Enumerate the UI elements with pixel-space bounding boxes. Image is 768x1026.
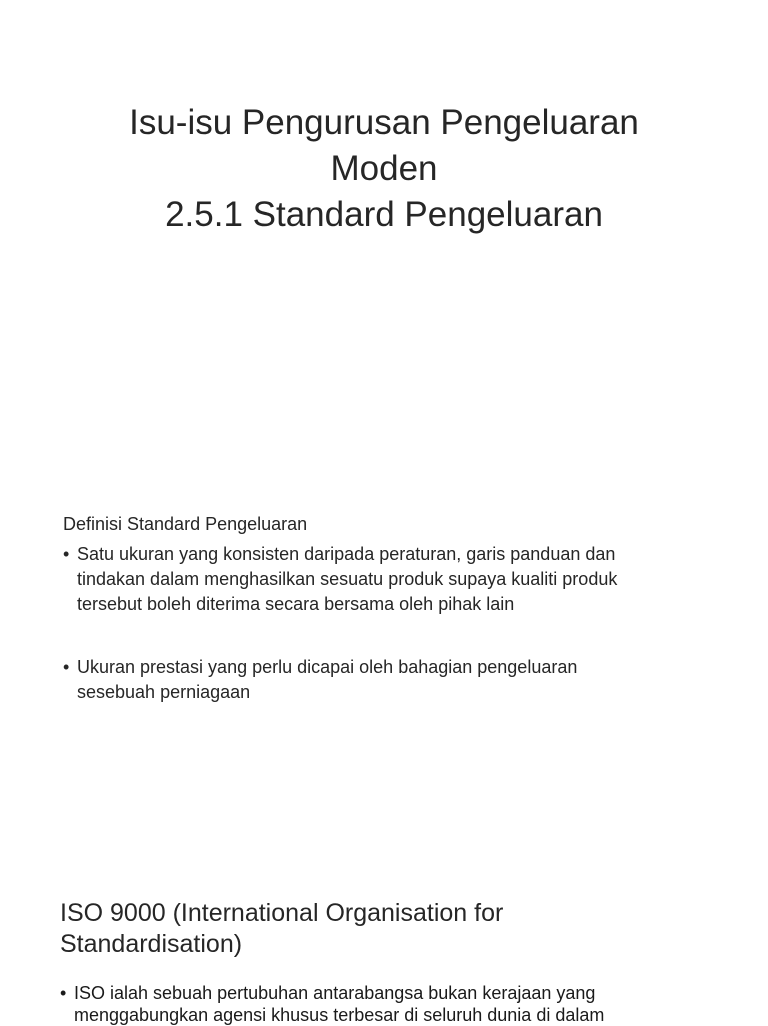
bullet-text (74, 982, 760, 1026)
title-line-2: Moden (330, 149, 438, 188)
bullet-icon: • (63, 657, 70, 677)
title-line-3: 2.5.1 Standard Pengeluaran (165, 195, 603, 234)
bullet-line: ISO ialah sebuah pertubuhan antarabangsa bukan kerajaan yang (74, 983, 596, 1003)
iso-heading (60, 898, 503, 960)
definition-heading: Definisi Standard Pengeluaran (63, 514, 308, 534)
iso-heading-line-1: ISO 9000 (International Organisation for (60, 899, 504, 927)
bullet-line: menggabungkan agensi khusus terbesar di seluruh dunia di dalam (74, 1005, 605, 1025)
bullet-line: tersebut boleh diterima secara bersama oleh pihak lain (77, 594, 515, 614)
bullet-icon: • (60, 983, 67, 1003)
bullet-line: tindakan dalam menghasilkan sesuatu produk supaya kualiti produk (77, 569, 618, 589)
bullet-icon: • (63, 544, 70, 564)
title-line-1: Isu-isu Pengurusan Pengeluaran (129, 103, 639, 142)
iso-bullet-1 (60, 982, 760, 1026)
slide-title (0, 100, 768, 238)
iso-heading-line-2: Standardisation) (60, 930, 243, 958)
bullet-line: Ukuran prestasi yang perlu dicapai oleh bahagian pengeluaran (77, 657, 578, 677)
bullet-text (77, 655, 743, 705)
bullet-text (77, 542, 743, 617)
definition-bullet-2 (63, 655, 743, 705)
bullet-line: Satu ukuran yang konsisten daripada peraturan, garis panduan dan (77, 544, 616, 564)
bullet-line: sesebuah perniagaan (77, 682, 251, 702)
definition-bullet-1 (63, 542, 743, 617)
